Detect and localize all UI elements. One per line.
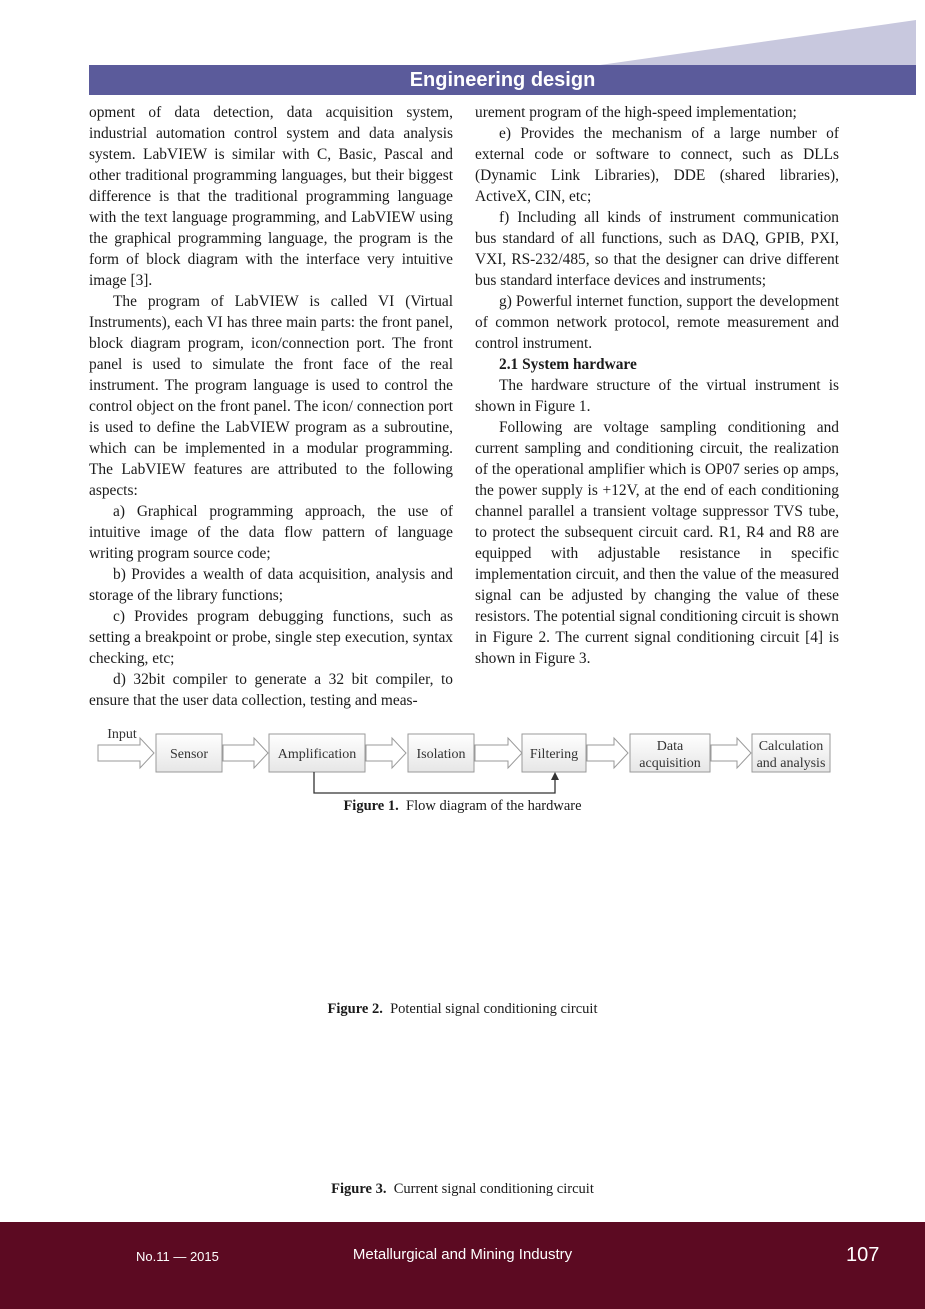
arrowhead — [551, 772, 559, 780]
right-text-column — [475, 102, 839, 669]
block-label: Data acquisition — [639, 739, 701, 771]
list-item: b) Provides a wealth of data acquisition, analysis and storage of the library functions; — [89, 566, 453, 604]
left-text-column — [89, 102, 453, 711]
paragraph: The program of LabVIEW is called VI (Virtual Instruments), each VI has three main parts: the front panel, block diagram program, icon/connection port. The front panel is used to simulate the front face of the real instrument. The program language is used to control the control object on the front panel. The icon/ connection port is used to define the LabVIEW program as a subroutine, which can be implemented in a modular programming. The LabVIEW features are attributed to the following aspects: — [89, 293, 453, 499]
caption-text: Current signal conditioning circuit — [393, 1181, 594, 1197]
caption-text: Potential signal conditioning circuit — [390, 1001, 598, 1017]
caption-text: Flow diagram of the hardware — [406, 798, 582, 814]
flow-arrow — [475, 738, 522, 768]
issue-label: No.11 — 2015 — [136, 1249, 219, 1264]
flow-arrow — [98, 738, 154, 768]
input-label: Input — [107, 727, 137, 742]
journal-name: Metallurgical and Mining Industry — [352, 1246, 573, 1263]
list-item: e) Provides the mechanism of a large number of external code or software to connect, such as DLLs (Dynamic Link Libraries), DDE (shared libraries), ActiveX, CIN, etc; — [475, 125, 839, 205]
block-label: Isolation — [416, 747, 466, 762]
list-item: c) Provides program debugging functions, such as setting a breakpoint or probe, single step execution, syntax checking, etc; — [89, 608, 453, 667]
flow-arrow — [366, 738, 406, 768]
figure-2-caption — [0, 1001, 925, 1018]
list-item: a) Graphical programming approach, the use of intuitive image of the data flow pattern of language writing program source code; — [89, 503, 453, 562]
feedback-connector — [314, 772, 555, 793]
section-title: Engineering design — [409, 69, 596, 91]
hardware-flow-diagram — [96, 720, 836, 800]
flow-arrow — [711, 738, 751, 768]
caption-label: Figure 2. — [327, 1001, 383, 1017]
caption-label: Figure 1. — [343, 798, 399, 814]
flow-arrow — [223, 738, 268, 768]
block-label: Calculation and analysis — [756, 739, 826, 771]
list-item: d) 32bit compiler to generate a 32 bit compiler, to ensure that the user data collection, testing and meas- — [89, 671, 453, 709]
flow-arrow — [587, 738, 628, 768]
figure-1-caption — [0, 798, 925, 815]
paragraph: urement program of the high-speed implementation; — [475, 104, 797, 121]
page-footer — [0, 1222, 925, 1309]
page-number: 107 — [846, 1244, 880, 1266]
paragraph: Following are voltage sampling conditioning and current sampling and conditioning circuit, the realization of the operational amplifier which is OP07 series op amps, the power supply is +12V, at the end of each conditioning channel parallel a transient voltage suppressor TVS tube, to protect the subsequent circuit card. R1, R4 and R8 are equipped with adjustable resistance in specific implementation circuit, and then the value of the measured signal can be adjusted by changing the value of these resistors. The potential signal conditioning circuit is shown in Figure 2. The current signal conditioning circuit [4] is shown in Figure 3. — [475, 419, 839, 667]
caption-label: Figure 3. — [331, 1181, 387, 1197]
block-label: Sensor — [169, 747, 209, 762]
block-label: Amplification — [277, 747, 357, 762]
list-item: f) Including all kinds of instrument communication bus standard of all functions, such as DAQ, GPIB, PXI, VXI, RS-232/485, so that the designer can drive different bus standard interface devices and instruments; — [475, 209, 839, 289]
block-label: Filtering — [529, 747, 579, 762]
list-item: g) Powerful internet function, support the development of common network protocol, remote measurement and control instrument. — [475, 293, 839, 352]
figure-3-caption — [0, 1181, 925, 1198]
paragraph: The hardware structure of the virtual instrument is shown in Figure 1. — [475, 377, 839, 415]
section-heading: 2.1 System hardware — [499, 356, 637, 373]
paragraph: opment of data detection, data acquisition system, industrial automation control system and data analysis system. LabVIEW is similar with C, Basic, Pascal and other traditional programming languages, but their biggest difference is that the traditional programming language with the text language programming, and LabVIEW using the graphical programming language, the program is the form of block diagram with the interface very intuitive image [3]. — [89, 104, 453, 289]
